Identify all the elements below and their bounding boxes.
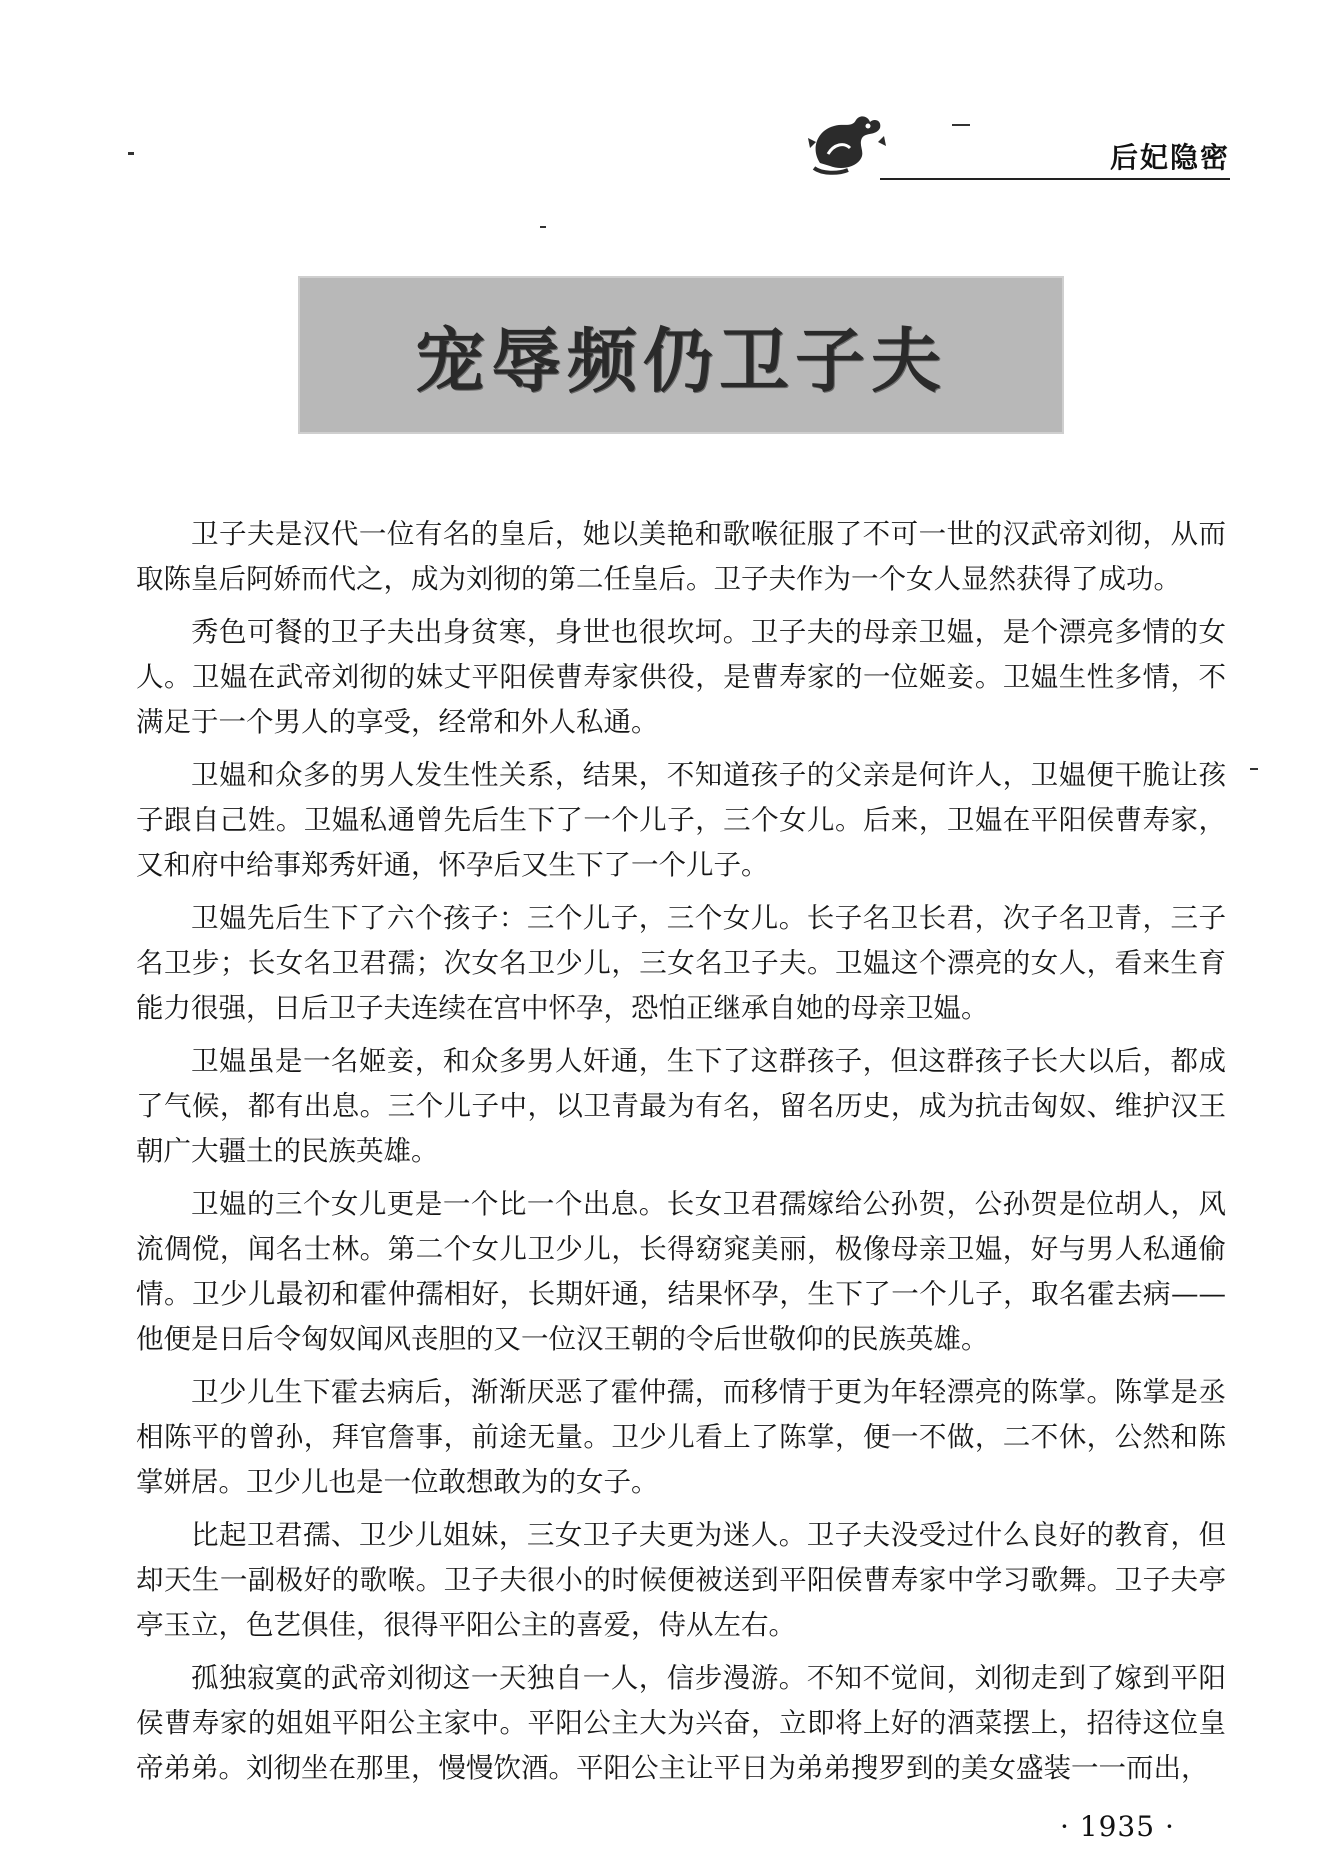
chapter-title: 宠辱频仍卫子夫 (415, 318, 947, 402)
section-title: 后妃隐密 (1109, 141, 1230, 174)
paragraph: 卫媪和众多的男人发生性关系，结果，不知道孩子的父亲是何许人，卫媪便干脆让孩子跟自己姓。卫媪私通曾先后生下了一个儿子，三个女儿。后来，卫媪在平阳侯曹寿家，又和府中给事郑秀奸通，怀孕后又生下了一个儿子。 (136, 759, 1226, 881)
dragon-emblem-icon (800, 108, 890, 178)
paragraph: 卫少儿生下霍去病后，渐渐厌恶了霍仲孺，而移情于更为年轻漂亮的陈掌。陈掌是丞相陈平的曾孙，拜官詹事，前途无量。卫少儿看上了陈掌，便一不做，二不休，公然和陈掌姘居。卫少儿也是一位敢想敢为的女子。 (136, 1376, 1226, 1498)
paragraph: 孤独寂寞的武帝刘彻这一天独自一人，信步漫游。不知不觉间，刘彻走到了嫁到平阳侯曹寿家的姐姐平阳公主家中。平阳公主大为兴奋，立即将上好的酒菜摆上，招待这位皇帝弟弟。刘彻坐在那里，慢慢饮酒。平阳公主让平日为弟弟搜罗到的美女盛装一一而出， (136, 1662, 1226, 1784)
page-number: · 1935 · (1060, 1810, 1175, 1843)
paragraph: 卫子夫是汉代一位有名的皇后，她以美艳和歌喉征服了不可一世的汉武帝刘彻，从而取陈皇后阿娇而代之，成为刘彻的第二任皇后。卫子夫作为一个女人显然获得了成功。 (136, 518, 1226, 595)
paragraph: 卫媪虽是一名姬妾，和众多男人奸通，生下了这群孩子，但这群孩子长大以后，都成了气候，都有出息。三个儿子中，以卫青最为有名，留名历史，成为抗击匈奴、维护汉王朝广大疆土的民族英雄。 (136, 1045, 1226, 1167)
header-rule (880, 178, 1230, 180)
paragraph: 比起卫君孺、卫少儿姐妹，三女卫子夫更为迷人。卫子夫没受过什么良好的教育，但却天生一副极好的歌喉。卫子夫很小的时候便被送到平阳侯曹寿家中学习歌舞。卫子夫亭亭玉立，色艺俱佳，很得平阳公主的喜爱，侍从左右。 (136, 1519, 1226, 1641)
scan-speck (128, 152, 134, 155)
scan-speck (1250, 768, 1258, 770)
scan-speck (540, 226, 546, 228)
running-header (790, 98, 1230, 188)
paragraph: 卫媪的三个女儿更是一个比一个出息。长女卫君孺嫁给公孙贺，公孙贺是位胡人，风流倜傥，闻名士林。第二个女儿卫少儿，长得窈窕美丽，极像母亲卫媪，好与男人私通偷情。卫少儿最初和霍仲孺相好，长期奸通，结果怀孕，生下了一个儿子，取名霍去病——他便是日后令匈奴闻风丧胆的又一位汉王朝的令后世敬仰的民族英雄。 (136, 1188, 1226, 1355)
paragraph: 秀色可餐的卫子夫出身贫寒，身世也很坎坷。卫子夫的母亲卫媪，是个漂亮多情的女人。卫媪在武帝刘彻的妹丈平阳侯曹寿家供役，是曹寿家的一位姬妾。卫媪生性多情，不满足于一个男人的享受，经常和外人私通。 (136, 616, 1226, 738)
scan-speck (952, 124, 970, 126)
chapter-title-band (300, 278, 1062, 432)
article-body (136, 512, 1226, 1799)
paragraph: 卫媪先后生下了六个孩子：三个儿子，三个女儿。长子名卫长君，次子名卫青，三子名卫步；长女名卫君孺；次女名卫少儿，三女名卫子夫。卫媪这个漂亮的女人，看来生育能力很强，日后卫子夫连续在宫中怀孕，恐怕正继承自她的母亲卫媪。 (136, 902, 1226, 1024)
